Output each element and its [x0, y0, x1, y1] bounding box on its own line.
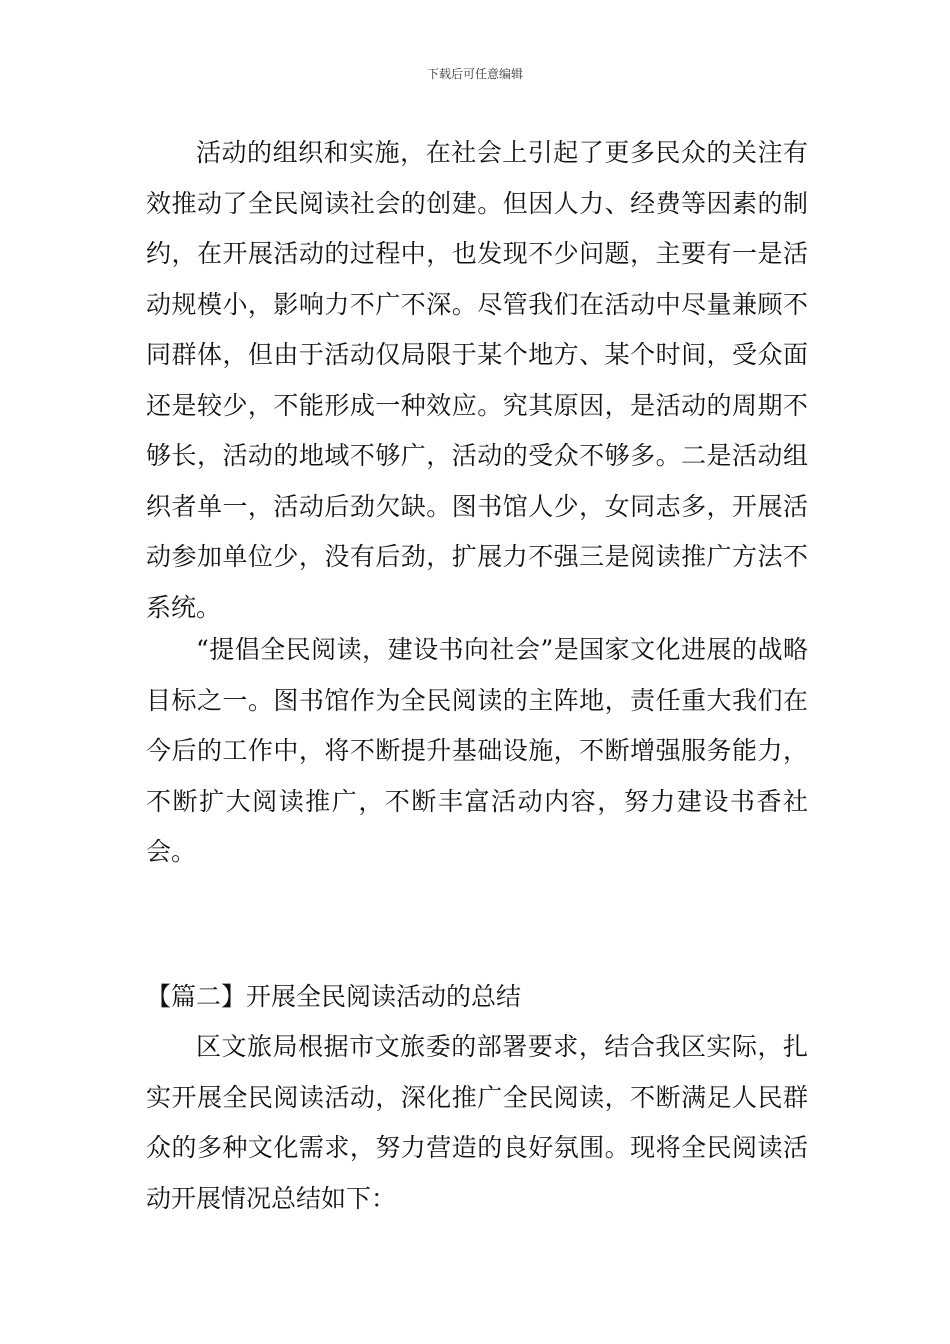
body-paragraph-1-container	[146, 128, 808, 633]
body-paragraph: “提倡全民阅读，建设书向社会”是国家文化进展的战略目标之一。图书馆作为全民阅读的主阵地，责任重大我们在今后的工作中，将不断提升基础设施，不断增强服务能力，不断扩大阅读推广，不断丰富活动内容，努力建设书香社会。	[146, 635, 808, 866]
page-header-note: 下载后可任意编辑	[426, 67, 523, 81]
body-paragraph-2-container	[146, 625, 808, 878]
section-heading: 【篇二】开展全民阅读活动的总结	[146, 982, 522, 1011]
body-paragraph: 活动的组织和实施，在社会上引起了更多民众的关注有效推动了全民阅读社会的创建。但因人力、经费等因素的制约，在开展活动的过程中，也发现不少问题，主要有一是活动规模小，影响力不广不深。尽管我们在活动中尽量兼顾不同群体，但由于活动仅局限于某个地方、某个时间，受众面还是较少，不能形成一种效应。究其原因，是活动的周期不够长，活动的地域不够广，活动的受众不够多。二是活动组织者单一，活动后劲欠缺。图书馆人少，女同志多，开展活动参加单位少，没有后劲，扩展力不强三是阅读推广方法不系统。	[146, 138, 808, 622]
body-paragraph: 区文旅局根据市文旅委的部署要求，结合我区实际，扎实开展全民阅读活动，深化推广全民阅读，不断满足人民群众的多种文化需求，努力营造的良好氛围。现将全民阅读活动开展情况总结如下：	[146, 1032, 808, 1213]
section-paragraph-container	[146, 1022, 808, 1224]
